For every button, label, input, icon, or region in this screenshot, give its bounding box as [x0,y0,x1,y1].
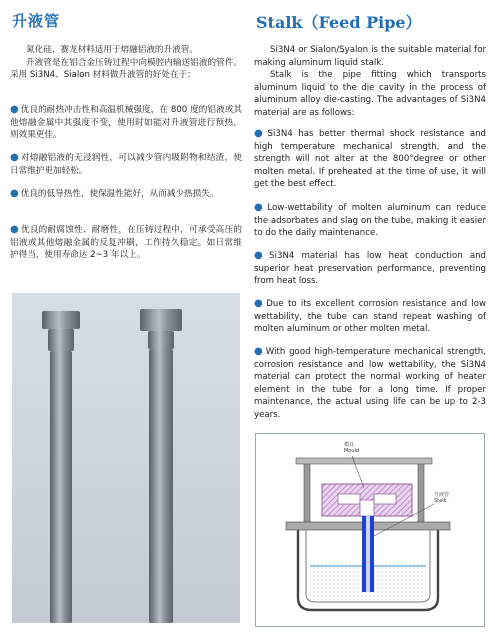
en-point-2 [254,202,486,240]
mould-shape [322,484,412,516]
en-point-1 [254,128,486,191]
bullet-icon: ● [254,202,266,213]
en-point-5 [254,346,486,421]
stalk-label-cn: 升液管 [434,492,450,498]
bullet-icon: ● [10,104,19,115]
stalk-diagram [255,433,485,627]
bullet-icon: ● [10,224,19,235]
stalk-diagram-svg [256,434,484,626]
stalk-label-en: Stalk [434,498,447,504]
bullet-icon: ● [254,128,266,139]
cn-point-3 [10,188,242,201]
en-point-4 [254,298,486,336]
stalk-pipes-photo [12,293,240,623]
bullet-icon: ● [10,152,19,163]
bullet-icon: ● [254,250,268,261]
en-point-text: Si3N4 material has low heat conduction and superior heat preservation performance, preventing from heat loss. [254,251,486,286]
mould-label-cn: 模具 [344,442,355,448]
en-intro-line-2: Stalk is the pipe fitting which transports aluminum liquid to the die cavity in the process of aluminum alloy die-casting. The advantages of Si3N4 material are as follows: [254,70,486,118]
cn-point-text: 优良的耐腐蚀性、耐磨性，在压铸过程中，可承受高压的铝液或其他熔融金属的反复冲刷，工作持久稳定。如日常维护得当，使用寿命达 2~3 年以上。 [10,225,242,260]
mould-label-en: Mould [344,448,360,454]
cn-point-2 [10,152,242,177]
cn-point-text: 优良的低导热性，使保温性能好，从而减少热损失。 [20,189,219,199]
bullet-icon: ● [10,188,19,199]
en-intro [254,44,486,119]
cn-point-1 [10,104,242,142]
bullet-icon: ● [254,298,265,309]
en-point-3 [254,250,486,288]
cn-point-text: 优良的耐热冲击性和高温机械强度，在 800 度的铝液或其他熔融金属中其强度不变，使用时如能对升液管进行预热，则效果更佳。 [10,105,242,140]
bullet-icon: ● [254,346,264,357]
en-point-text: With good high-temperature mechanical strength, corrosion resistance and low wettability, the Si3N4 material can protect the normal working of heater element in the tube for a long time. If proper maintenance, the actual using life can be up to 2-3 years. [254,347,486,420]
en-point-text: Low-wettability of molten aluminum can reduce the adsorbates and slag on the tube, making it easier to do the daily maintenance. [254,203,486,238]
en-intro-line-1: Si3N4 or Sialon/Syalon is the suitable material for making aluminum liquid stalk. [254,45,486,68]
cn-intro-line-1: 氮化硅、赛龙材料适用于熔融铝液的升液管。 [26,45,198,55]
cn-intro [10,44,242,82]
cn-point-text: 对熔融铝液的无浸润性，可以减少管内吸附物和结渣，使日常维护更加轻松。 [10,153,242,176]
title-english: Stalk（Feed Pipe） [256,13,422,32]
title-chinese: 升液管 [12,12,61,30]
en-point-text: Due to its excellent corrosion resistance and low wettability, the tube can stand repeat washing of molten aluminum or other molten metal. [254,299,486,334]
cn-point-4 [10,224,242,262]
stalk-in-diagram [362,516,374,592]
en-point-text: Si3N4 has better thermal shock resistance and high temperature mechanical strength, and the strength will not alter at the 800°degree or other molten metal. If preheated at the time of use, it will get the best effect. [254,129,487,189]
cn-intro-line-2: 升液管是在铝合金压铸过程中向模腔内输送铝液的管件。采用 Si3N4、Sialon 材料做升液管的好处在于： [10,57,242,80]
